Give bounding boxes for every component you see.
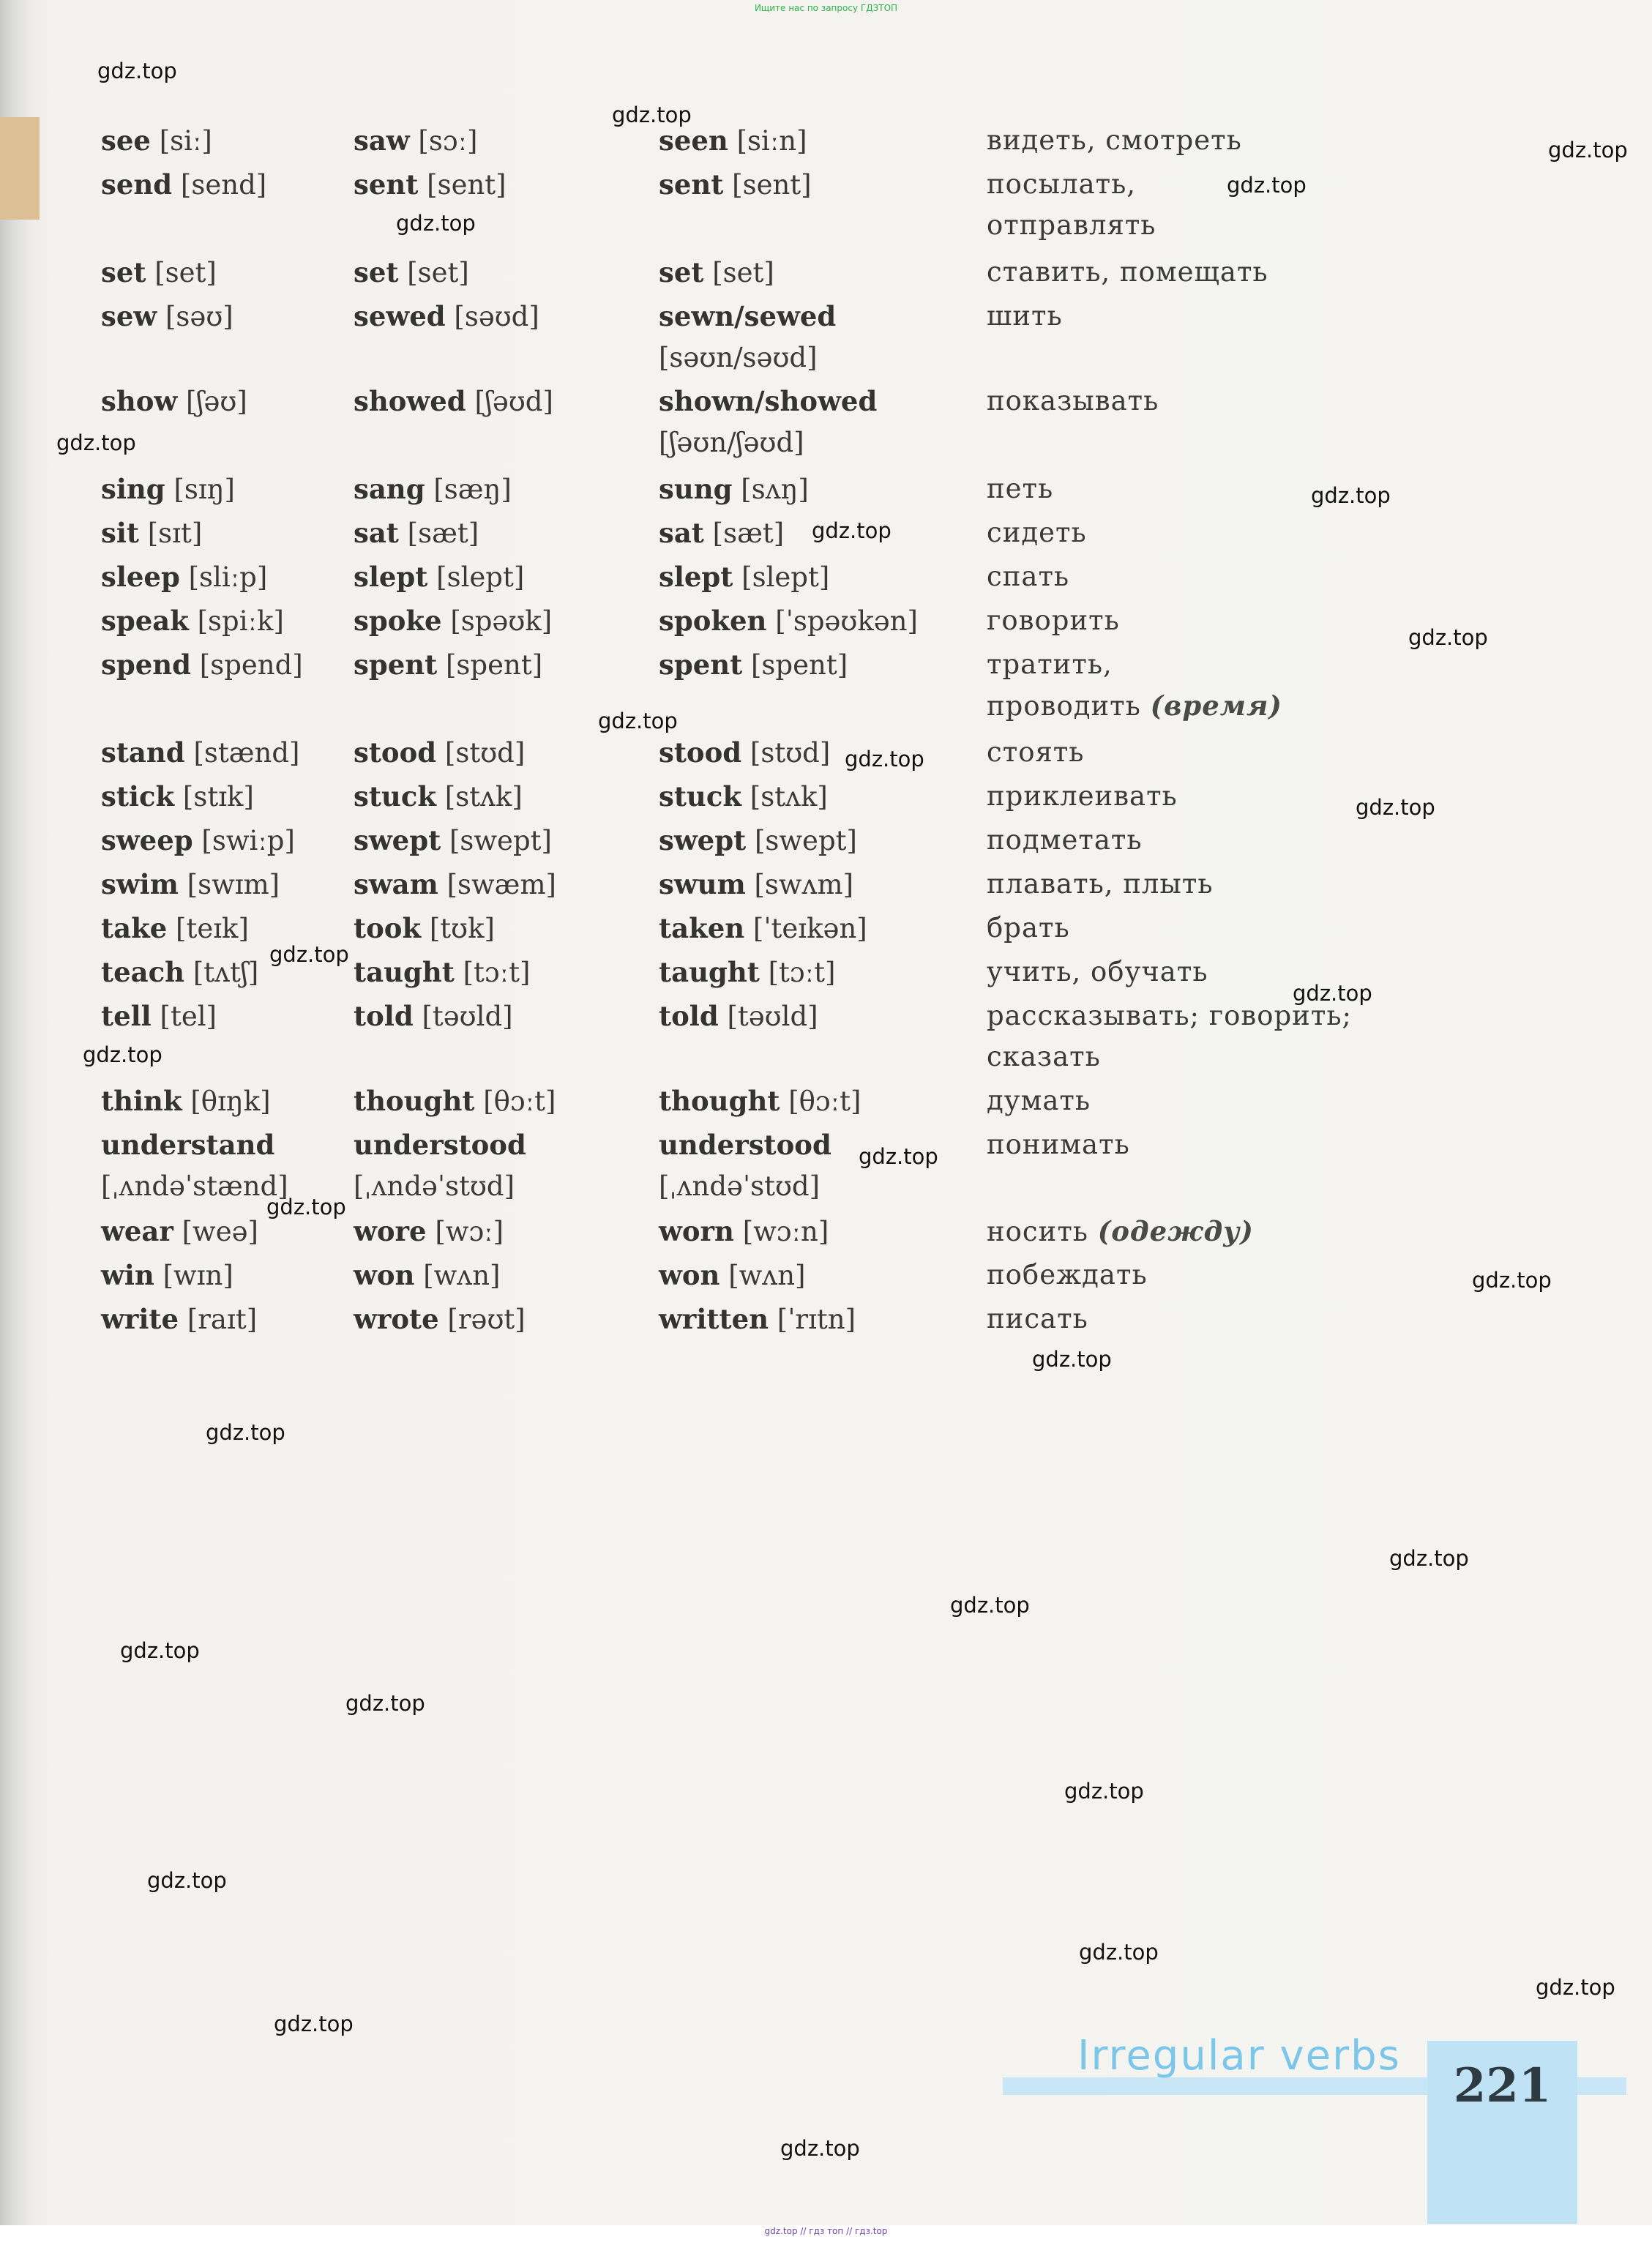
past-simple: took [354,912,422,944]
translation-cell [987,1124,1130,1165]
watermark: gdz.top [120,1638,200,1663]
watermark: gdz.top [1079,1940,1159,1965]
base-form-transcription: [wɪn] [162,1260,233,1291]
past-simple-cell [354,120,477,162]
past-simple-cell [354,468,512,510]
past-simple-cell [354,556,524,598]
base-form-cell [101,732,299,774]
past-participle-transcription: [sæt] [712,518,785,549]
past-simple-transcription: [θɔːt] [483,1086,556,1117]
translation: ставить, помещать [987,256,1268,288]
past-participle-cell [659,1211,829,1252]
past-simple: saw [354,124,410,157]
watermark: gdz.top [269,942,349,967]
past-simple-cell [354,1255,500,1296]
base-form-transcription: [θɪŋk] [190,1086,271,1117]
past-participle: set [659,256,704,288]
translation-cell [987,1255,1148,1296]
base-form-cell [101,864,280,905]
translation: посылать, [987,168,1137,200]
past-participle: taken [659,912,745,944]
base-form: spend [101,649,192,681]
past-participle: thought [659,1085,780,1117]
watermark: gdz.top [396,211,476,236]
past-participle-transcription: [swʌm] [754,869,854,900]
base-form-transcription: [siː] [159,125,212,157]
past-simple-transcription: [sæŋ] [433,474,512,505]
watermark: gdz.top [780,2136,860,2161]
base-form: sleep [101,561,180,593]
watermark: gdz.top [845,747,924,772]
past-simple-transcription: [tɔːt] [463,957,531,988]
verb-row [0,120,1652,164]
translation: писать [987,1303,1088,1334]
translation-cell [987,952,1208,993]
base-form-transcription: [weə] [182,1216,258,1247]
base-form-cell [101,952,258,993]
past-participle-cell [659,1255,805,1296]
past-participle: spoken [659,605,767,637]
past-participle: told [659,1000,719,1032]
base-form-transcription: [send] [180,169,267,201]
translation: спать [987,561,1070,592]
past-participle-transcription: [swept] [754,825,857,856]
base-form: win [101,1259,154,1291]
base-form: understand [101,1129,275,1161]
verb-row [0,600,1652,644]
base-form-cell [101,776,254,818]
section-title: Irregular verbs [1077,2032,1401,2080]
past-simple: stood [354,736,437,769]
verb-row [0,820,1652,864]
past-participle-transcription: [wɔːn] [742,1216,829,1247]
footer-note: gdz.top // гдз топ // гдз.top [764,2226,888,2236]
watermark: gdz.top [1408,625,1488,650]
base-form-cell [101,512,202,554]
base-form-transcription: [spiːk] [197,605,284,637]
past-simple-cell [354,512,479,554]
translation: рассказывать; говорить; [987,1000,1352,1031]
past-simple: stuck [354,780,436,813]
base-form-transcription: [swɪm] [187,869,280,900]
past-simple: sent [354,168,419,201]
translation-cell [987,996,1352,1077]
base-form-transcription: [səʊ] [165,301,233,332]
past-participle: understood [659,1129,831,1161]
translation: стоять [987,736,1085,768]
verb-row [0,468,1652,512]
translation-cell [987,1299,1088,1340]
translation: подметать [987,824,1143,856]
verb-row [0,1211,1652,1255]
past-participle-cell [659,776,828,818]
past-participle-cell [659,732,830,774]
past-simple: wore [354,1215,427,1247]
past-simple-cell [354,1299,526,1340]
translation: побеждать [987,1259,1148,1290]
past-participle: taught [659,956,760,988]
base-form-cell [101,252,217,294]
watermark: gdz.top [1032,1347,1112,1372]
past-simple: sat [354,517,399,549]
translation-cell [987,600,1120,641]
base-form: wear [101,1215,173,1247]
past-participle-transcription: [ˈteɪkən] [752,913,867,944]
past-simple-transcription: [sæt] [407,518,479,549]
base-form-cell [101,1211,258,1252]
base-form-cell [101,908,249,949]
past-simple-transcription: [stʊd] [444,737,526,769]
watermark: gdz.top [1356,795,1435,820]
past-simple-transcription: [spəʊk] [450,605,553,637]
past-simple-transcription: [ˌʌndəˈstʊd] [354,1170,515,1202]
translation: понимать [987,1129,1130,1160]
past-simple-cell [354,996,513,1037]
translation-cell [987,776,1178,817]
translation-cell [987,1080,1091,1121]
verb-row [0,1299,1652,1342]
base-form-cell [101,556,267,598]
past-participle-cell [659,908,867,949]
past-participle-transcription: [ˈrɪtn] [777,1304,856,1335]
base-form: stick [101,780,175,813]
base-form-transcription: [teɪk] [176,913,249,944]
verb-row [0,732,1652,776]
base-form-transcription: [stænd] [193,737,300,769]
past-participle-transcription: [tɔːt] [768,957,836,988]
past-simple: spent [354,649,438,681]
base-form-transcription: [sliːp] [188,561,268,593]
past-simple-transcription: [swept] [449,825,552,856]
past-participle-cell [659,381,877,463]
past-participle-transcription: [sʌŋ] [741,474,809,505]
translation: брать [987,912,1070,944]
past-simple-cell [354,1211,504,1252]
past-participle: won [659,1259,720,1291]
watermark: gdz.top [274,2011,354,2036]
base-form-transcription: [ˌʌndəˈstænd] [101,1170,288,1202]
past-simple-transcription: [set] [407,257,469,288]
past-simple-cell [354,1124,526,1207]
past-participle-transcription: [təʊld] [727,1001,818,1032]
past-participle: spent [659,649,743,681]
past-simple: wrote [354,1303,439,1335]
past-simple-cell [354,644,542,686]
past-simple-cell [354,776,523,818]
verb-row [0,252,1652,296]
past-participle-transcription: [stʊd] [750,737,831,769]
past-simple-transcription: [səʊd] [454,301,539,332]
base-form-cell [101,996,217,1037]
watermark: gdz.top [56,430,136,455]
past-participle-cell [659,644,848,686]
past-participle-transcription: [səʊn/səʊd] [659,342,818,373]
base-form: take [101,912,168,944]
watermark: gdz.top [1293,981,1372,1006]
past-simple-transcription: [ʃəʊd] [474,386,553,417]
translation-cell [987,296,1063,337]
past-participle-cell [659,996,818,1037]
translation-cell [987,732,1084,773]
translation-note: (одежду) [1097,1215,1254,1247]
past-participle: written [659,1303,769,1335]
verb-row [0,1255,1652,1299]
past-participle-transcription: [sent] [732,169,812,201]
past-simple-cell [354,732,525,774]
base-form-transcription: [sɪŋ] [173,474,235,505]
past-participle-cell [659,952,835,993]
watermark: gdz.top [859,1144,938,1169]
translation: приклеивать [987,780,1178,812]
verb-row [0,908,1652,952]
past-participle-transcription: [slept] [741,561,830,593]
past-participle-cell [659,252,774,294]
past-simple: slept [354,561,428,593]
base-form: write [101,1303,179,1335]
past-simple-transcription: [slept] [436,561,525,593]
past-participle-transcription: [wʌn] [728,1260,806,1291]
watermark: gdz.top [83,1042,162,1067]
past-participle-cell [659,1080,861,1122]
base-form-cell [101,468,235,510]
base-form-transcription: [ʃəʊ] [186,386,247,417]
past-participle-cell [659,468,809,510]
past-simple: swept [354,824,441,856]
base-form: swim [101,868,179,900]
base-form-transcription: [tel] [160,1001,217,1032]
watermark: gdz.top [1227,173,1307,198]
translation-cell [987,644,1282,727]
translation: показывать [987,385,1159,416]
verb-row [0,1080,1652,1124]
past-participle: worn [659,1215,734,1247]
base-form-cell [101,296,233,337]
past-simple: swam [354,868,438,900]
watermark: gdz.top [1548,138,1628,163]
watermark: gdz.top [1472,1268,1552,1293]
translation-cell [987,1211,1254,1252]
watermark: gdz.top [147,1868,227,1893]
verb-row [0,296,1652,373]
base-form-transcription: [swiːp] [201,825,295,856]
watermark: gdz.top [950,1593,1030,1618]
translation: носить [987,1216,1088,1247]
past-simple: thought [354,1085,475,1117]
past-participle: swept [659,824,747,856]
base-form: sweep [101,824,193,856]
translation: сидеть [987,517,1087,548]
watermark: gdz.top [1311,483,1391,508]
watermark: gdz.top [612,102,692,127]
base-form: show [101,385,178,417]
past-participle-transcription: [ˈspəʊkən] [775,605,918,637]
base-form-transcription: [spend] [199,649,303,681]
past-participle-cell [659,1299,856,1340]
past-participle-cell [659,512,784,554]
past-participle: swum [659,868,746,900]
past-simple: taught [354,956,455,988]
past-participle-cell [659,164,812,206]
past-simple: sewed [354,300,446,332]
past-simple: told [354,1000,414,1032]
past-simple: sang [354,473,425,505]
past-participle-cell [659,820,857,862]
watermark: gdz.top [266,1195,346,1219]
translation-cell [987,381,1159,422]
past-simple-transcription: [wɔː] [435,1216,504,1247]
base-form: send [101,168,173,201]
past-simple-transcription: [rəʊt] [447,1304,526,1335]
past-simple-cell [354,952,530,993]
watermark: gdz.top [1064,1779,1144,1804]
translation: плавать, плыть [987,868,1214,900]
base-form: tell [101,1000,152,1032]
past-simple-cell [354,600,552,642]
watermark: gdz.top [1389,1546,1469,1571]
translation: шить [987,300,1063,332]
past-simple: showed [354,385,466,417]
watermark: gdz.top [598,709,678,733]
base-form-cell [101,381,247,422]
base-form: teach [101,956,185,988]
base-form: sit [101,517,139,549]
past-simple-cell [354,252,469,294]
past-participle: shown/showed [659,385,878,417]
past-participle-cell [659,864,853,905]
past-participle-transcription: [spent] [751,649,848,681]
translation: тратить, [987,649,1113,680]
header-note: Ищите нас по запросу ГДЗТОП [754,3,898,13]
past-simple-cell [354,908,495,949]
past-participle: stuck [659,780,741,813]
translation-cell [987,864,1213,905]
translation-cell [987,820,1143,861]
base-form-cell [101,1255,233,1296]
past-simple: understood [354,1129,526,1161]
verb-row [0,556,1652,600]
past-participle-cell [659,556,829,598]
past-simple-cell [354,820,552,862]
past-participle-cell [659,296,836,378]
past-participle-transcription: [siːn] [736,125,807,157]
translation-cell [987,468,1053,509]
past-participle-transcription: [θɔːt] [788,1086,861,1117]
translation: учить, обучать [987,956,1208,987]
past-participle: stood [659,736,742,769]
translation: видеть, смотреть [987,124,1242,156]
translation-cell [987,252,1268,293]
past-simple-cell [354,381,553,422]
past-simple-cell [354,164,507,206]
past-participle-transcription: [set] [712,257,774,288]
base-form: sing [101,473,165,505]
past-simple: spoke [354,605,442,637]
base-form: see [101,124,151,157]
translation-cell [987,908,1070,949]
base-form: stand [101,736,185,769]
verb-row [0,952,1652,996]
past-simple-transcription: [təʊld] [422,1001,513,1032]
translation-cell [987,556,1069,597]
past-simple: set [354,256,399,288]
past-simple-cell [354,864,556,905]
past-simple-transcription: [spent] [446,649,543,681]
page-number: 221 [1453,2058,1552,2113]
past-simple-transcription: [sɔː] [418,125,478,157]
translation-line-2: проводить [987,690,1141,722]
past-participle: sat [659,517,704,549]
base-form-cell [101,1124,288,1207]
base-form-cell [101,164,266,206]
base-form: sew [101,300,157,332]
past-simple-transcription: [sent] [427,169,507,201]
past-simple-transcription: [swæm] [446,869,556,900]
translation-line-2: сказать [987,1041,1101,1072]
base-form-transcription: [tʌtʃ] [193,957,259,988]
base-form-transcription: [stɪk] [182,781,254,813]
base-form: set [101,256,146,288]
past-participle: seen [659,124,728,157]
past-participle: slept [659,561,733,593]
base-form-cell [101,820,295,862]
watermark: gdz.top [1536,1975,1615,2000]
base-form: speak [101,605,189,637]
translation-cell [987,512,1087,553]
base-form-cell [101,1080,271,1122]
base-form-cell [101,120,212,162]
base-form: think [101,1085,182,1117]
past-simple: won [354,1259,415,1291]
translation-cell [987,164,1156,246]
past-participle: sewn/sewed [659,300,837,332]
past-participle-transcription: [ʃəʊn/ʃəʊd] [659,427,804,458]
past-participle-transcription: [ˌʌndəˈstʊd] [659,1170,821,1202]
past-participle: sung [659,473,733,505]
translation: говорить [987,605,1120,636]
past-simple-cell [354,1080,556,1122]
past-simple-cell [354,296,539,337]
translation: петь [987,473,1054,504]
watermark: gdz.top [812,518,892,543]
base-form-transcription: [set] [154,257,217,288]
translation-cell [987,120,1242,161]
base-form-transcription: [sɪt] [147,518,203,549]
base-form-cell [101,1299,257,1340]
base-form-transcription: [raɪt] [187,1304,258,1335]
watermark: gdz.top [206,1420,285,1445]
past-participle-transcription: [stʌk] [750,781,828,813]
past-simple-transcription: [stʌk] [444,781,523,813]
translation-note: (время) [1150,690,1282,722]
past-participle: sent [659,168,724,201]
watermark: gdz.top [97,59,177,83]
past-simple-transcription: [tʊk] [429,913,495,944]
past-participle-cell [659,1124,831,1207]
base-form-cell [101,644,303,686]
verb-row [0,1124,1652,1202]
translation: думать [987,1085,1091,1116]
translation-line-2: отправлять [987,209,1156,241]
base-form-cell [101,600,284,642]
past-simple-transcription: [wʌn] [423,1260,501,1291]
past-participle-cell [659,600,918,642]
verb-row [0,864,1652,908]
watermark: gdz.top [345,1691,425,1716]
